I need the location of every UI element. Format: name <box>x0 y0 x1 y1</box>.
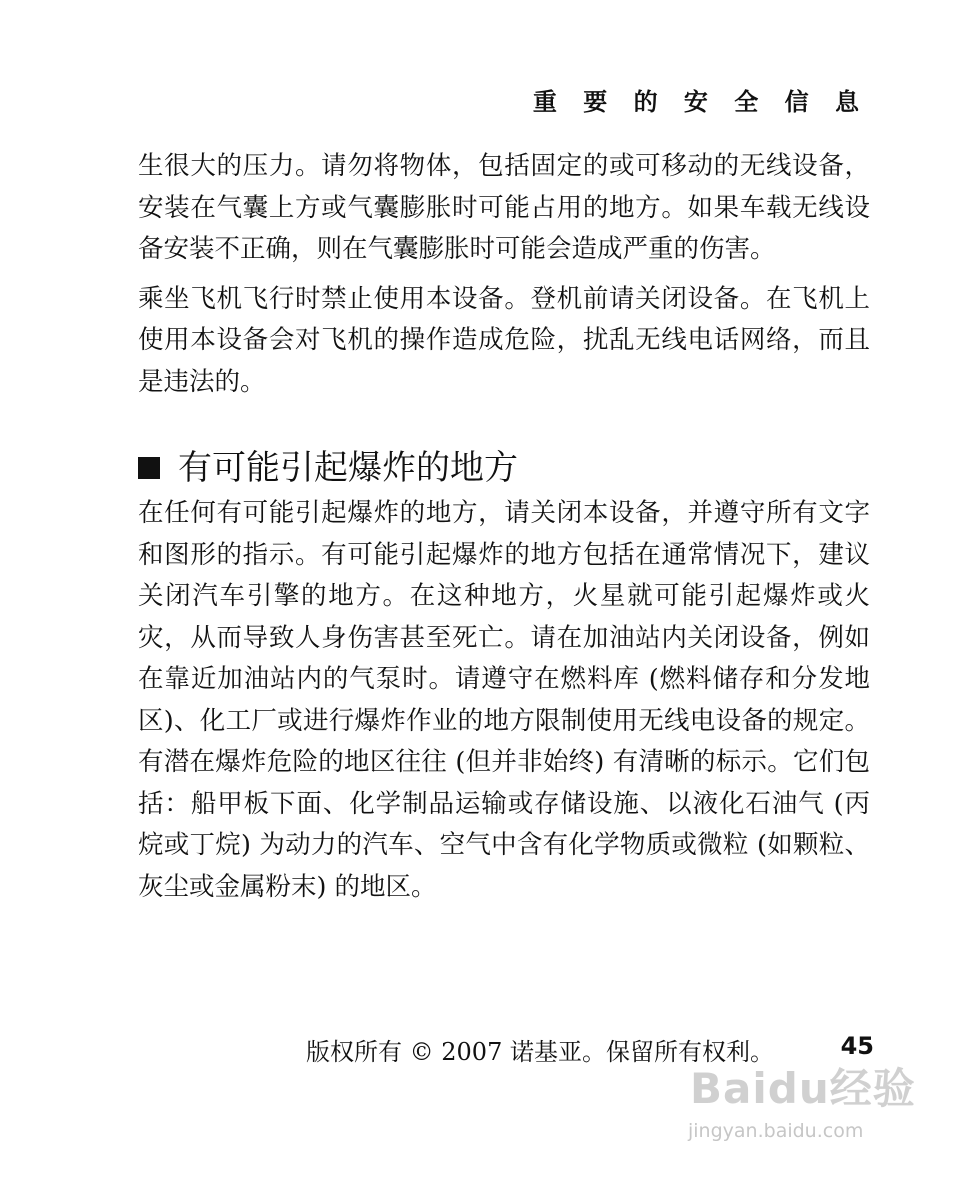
paragraph-airbag: 生很大的压力。请勿将物体，包括固定的或可移动的无线设备，安装在气囊上方或气囊膨胀时可能占用的地方。如果车载无线设备安装不正确，则在气囊膨胀时可能会造成严重的伤害。 <box>138 151 870 264</box>
running-header: 重 要 的 安 全 信 息 <box>532 88 868 116</box>
watermark-url: jingyan.baidu.com <box>688 1120 864 1142</box>
paragraph-explosive-areas: 在任何有可能引起爆炸的地方，请关闭本设备，并遵守所有文字和图形的指示。有可能引起爆炸的地方包括在通常情况下，建议关闭汽车引擎的地方。在这种地方，火星就可能引起爆炸或火灾，从而导致人身伤害甚至死亡。请在加油站内关闭设备，例如在靠近加油站内的气泵时。请遵守在燃料库 (燃料储存和分发地区)、化工厂或进行爆炸作业的地方限制使用无线电设备的规定。有潜在爆炸危险的地区往往 (但并非始终) 有清晰的标示。它们包括：船甲板下面、化学制品运输或存储设施、以液化石油气 (丙烷或丁烷) 为动力的汽车、空气中含有化学物质或微粒 (如颗粒、灰尘或金属粉末) 的地区。 <box>138 498 870 902</box>
section-heading <box>138 447 870 489</box>
page-number: 45 <box>840 1032 874 1060</box>
page-content <box>138 146 870 916</box>
baidu-watermark <box>686 1056 916 1148</box>
watermark-logo-text: Baidu经验 <box>690 1064 916 1113</box>
square-bullet-icon <box>138 457 160 479</box>
copyright-footer: 版权所有 © 2007 诺基亚。保留所有权利。 <box>306 1038 774 1066</box>
section-heading-text: 有可能引起爆炸的地方 <box>178 448 518 488</box>
paragraph-aircraft: 乘坐飞机飞行时禁止使用本设备。登机前请关闭设备。在飞机上使用本设备会对飞机的操作造成危险，扰乱无线电话网络，而且是违法的。 <box>138 283 870 397</box>
